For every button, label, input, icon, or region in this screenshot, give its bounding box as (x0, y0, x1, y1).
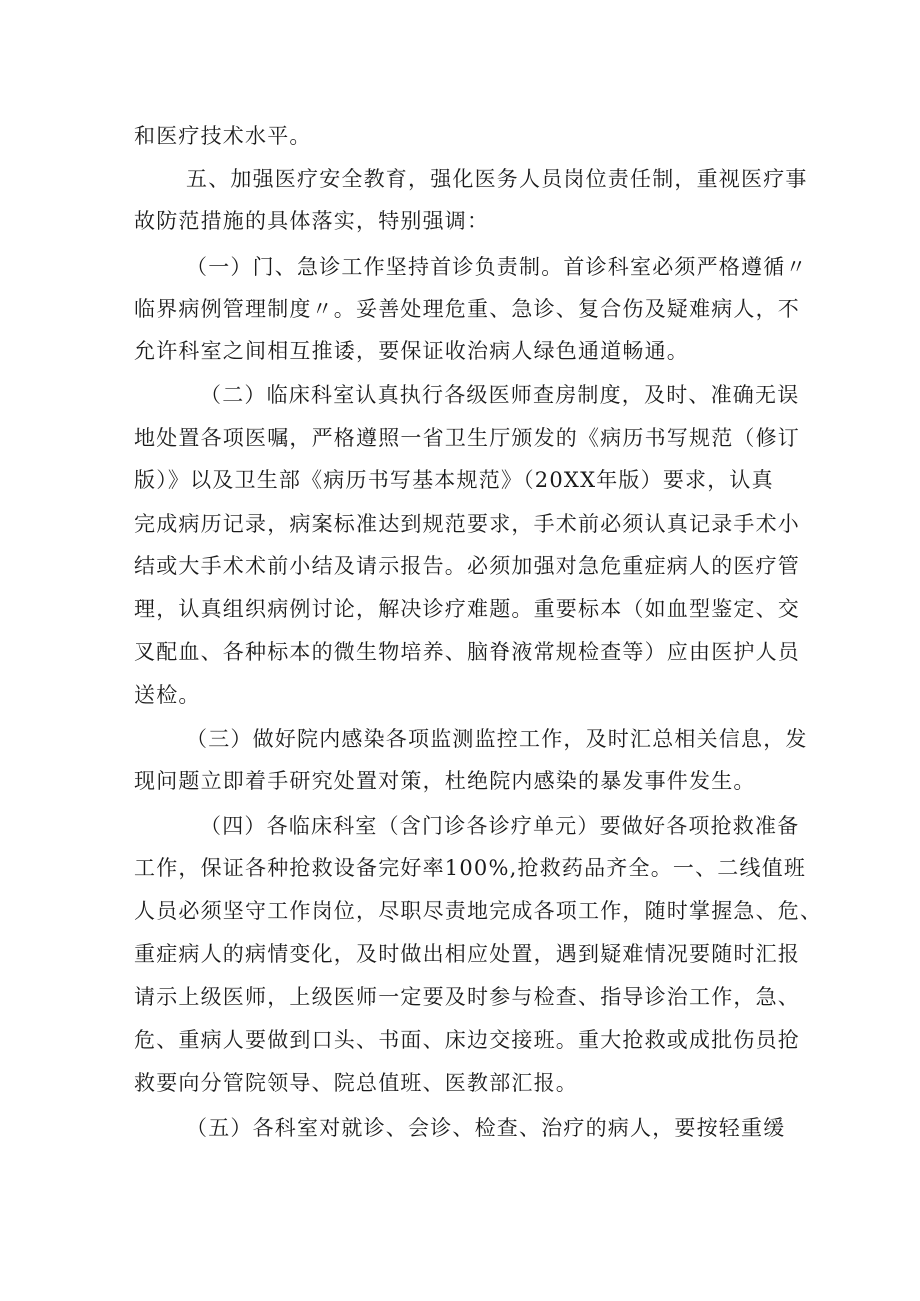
text-line: 和医疗技术水平。 (134, 124, 312, 148)
text-line: （一）门、急诊工作坚持首诊负责制。首诊科室必须严格遵循〃 (186, 255, 808, 279)
text-line: 临界病例管理制度〃。妥善处理危重、急诊、复合伤及疑难病人，不 (134, 297, 800, 321)
text-line: 故防范措施的具体落实，特别强调： (134, 209, 490, 233)
text-line: 版）》以及卫生部《病历书写基本规范》（20XX年版）要求，认真 (134, 468, 774, 492)
text-line: 允许科室之间相互推诿，要保证收治病人绿色通道畅通。 (134, 339, 689, 363)
text-line: 救要向分管院领导、院总值班、医教部汇报。 (134, 1071, 578, 1095)
text-line: 送检。 (134, 683, 201, 707)
text-line: （三）做好院内感染各项监测监控工作，及时汇总相关信息，发 (186, 727, 808, 751)
text-line: （四）各临床科室（含门诊各诊疗单元）要做好各项抢救准备 (200, 814, 800, 838)
text-line: 人员必须坚守工作岗位，尽职尽责地完成各项工作，随时掌握急、危、 (134, 899, 823, 923)
text-line: 地处置各项医嘱，严格遵照一省卫生厅颁发的《病历书写规范（修订 (134, 426, 800, 450)
text-line: 完成病历记录，病案标准达到规范要求，手术前必须认真记录手术小 (134, 512, 800, 536)
text-line: （二）临床科室认真执行各级医师查房制度，及时、准确无误 (200, 383, 800, 407)
text-line: 工作，保证各种抢救设备完好率100%,抢救药品齐全。一、二线值班 (134, 856, 807, 880)
text-line: 叉配血、各种标本的微生物培养、脑脊液常规检查等）应由医护人员 (134, 640, 800, 664)
text-line: 请示上级医师，上级医师一定要及时参与检查、指导诊治工作，急、 (134, 985, 800, 1009)
text-line: 现问题立即着手研究处置对策，杜绝院内感染的暴发事件发生。 (134, 769, 756, 793)
text-line: 理，认真组织病例讨论，解决诊疗难题。重要标本（如血型鉴定、交 (134, 597, 800, 621)
text-line: 结或大手术术前小结及请示报告。必须加强对急危重症病人的医疗管 (134, 554, 800, 578)
text-line: 五、加强医疗安全教育，强化医务人员岗位责任制，重视医疗事 (186, 167, 808, 191)
text-line: 危、重病人要做到口头、书面、床边交接班。重大抢救或成批伤员抢 (134, 1028, 800, 1052)
text-line: （五）各科室对就诊、会诊、检查、治疗的病人，要按轻重缓 (186, 1116, 786, 1140)
text-line: 重症病人的病情变化，及时做出相应处置，遇到疑难情况要随时汇报 (134, 942, 800, 966)
